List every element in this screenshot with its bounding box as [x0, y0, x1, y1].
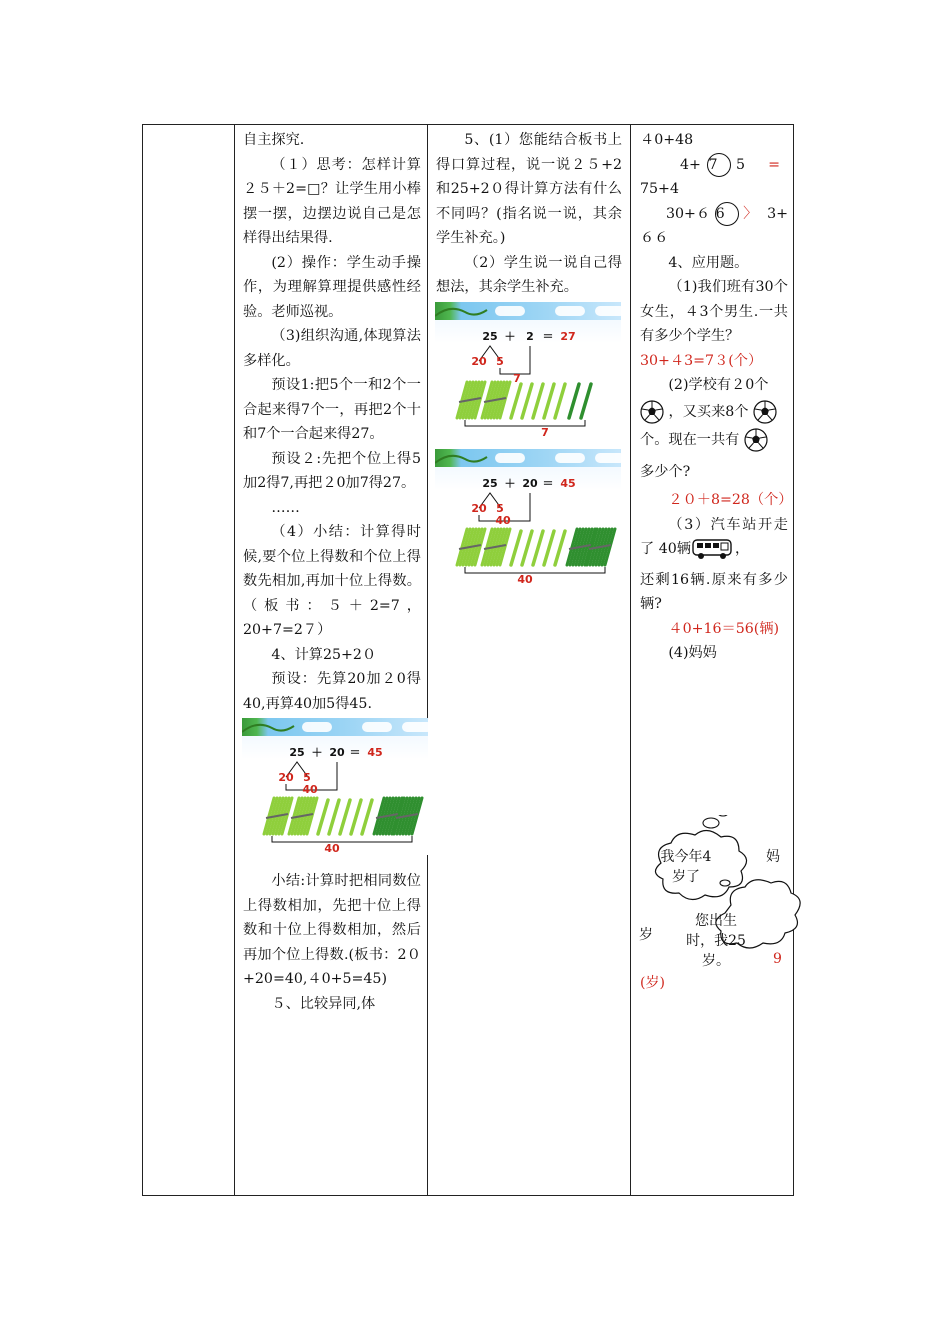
text-line: ４0+48 [640, 132, 694, 148]
total-label: 7 [541, 425, 549, 439]
question-text: 还剩16辆.原来有多少辆? [640, 571, 788, 612]
equation-operand: 25 [289, 746, 305, 759]
split-tens: 20 [471, 354, 487, 368]
vine-decoration [435, 308, 487, 315]
split-ones: 5 [496, 501, 504, 515]
total-label: 40 [324, 842, 340, 855]
single-stick [544, 384, 554, 418]
column-divider [234, 125, 235, 1195]
text: 4+ [680, 156, 701, 173]
equation-operand: 20 [522, 476, 538, 490]
single-stick [555, 531, 565, 565]
single-stick [533, 384, 543, 418]
text: 3+ [767, 205, 788, 222]
text-line: 75+4 [640, 181, 679, 197]
question-text: （3）汽车站开走了 40辆 ， [640, 513, 788, 562]
text: 5 [735, 156, 745, 173]
soccer-ball-icon [753, 400, 777, 424]
vine-decoration [242, 725, 294, 732]
text-line: ６６ [640, 230, 669, 246]
text-paragraph: 预设：先算20加２0得40,再算40加5得45. [243, 671, 421, 712]
question-text: (2)学校有２0个 [668, 377, 769, 393]
column-divider [630, 125, 631, 1195]
text-paragraph: （4）小结：计算得时候,要个位上得数和个位上得数先相加,再加十位上得数。（板书：５＋2=7，20+7=2７） [243, 524, 421, 638]
stick-diagram [242, 718, 428, 855]
equation-operator: ＋ [504, 329, 516, 343]
single-stick [533, 531, 543, 565]
split-ones: 5 [303, 771, 311, 784]
soccer-ball-icon [744, 428, 768, 452]
stick-slide-image [435, 449, 621, 586]
bus-icon [691, 537, 735, 561]
equation-operand: 2 [526, 329, 534, 343]
equation-operator: ＝ [542, 476, 554, 490]
stick-bundle [457, 382, 485, 418]
question-text: （1)我们班有30个女生，４3个男生.一共有多少个学生？ [640, 279, 788, 344]
circled-number: 6 [715, 202, 739, 226]
design-intent-column [640, 128, 793, 666]
circled-number: 7 [707, 153, 731, 177]
single-stick [362, 800, 372, 834]
equation-operator: ＋ [311, 746, 323, 759]
question-text: ，又买来8个 [640, 398, 788, 426]
compare-row [640, 153, 788, 178]
stick-slide-image [435, 302, 621, 439]
stick-diagram [435, 302, 621, 439]
stick-bundle [289, 798, 317, 834]
text: 30+６ [666, 205, 711, 222]
text-paragraph: （１）思考：怎样计算２５＋2=□？让学生用小棒摆一摆，边摆边说自己是怎样得出结果得. [243, 156, 421, 246]
bubble-text-mother: 您出生时，我25岁。 [686, 913, 746, 969]
single-stick [569, 384, 579, 418]
split-tens: 20 [471, 501, 487, 515]
single-stick [511, 531, 521, 565]
text-paragraph: 小结:计算时把相同数位上得数相加，先把十位上得数和十位上得数相加，然后再加个位上得数.(板书：2０+20=40,４0+5=45) [243, 873, 421, 987]
stick-bundle [482, 382, 510, 418]
stick-bundle [457, 529, 485, 565]
text-paragraph: 5、(1）您能结合板书上得口算过程，说一说２５+2和25+2０得计算方法有什么不同吗？(指名说一说，其余学生补充。) [436, 132, 622, 246]
question-text: (4)妈妈 [668, 645, 717, 661]
single-stick [581, 384, 591, 418]
stick-bundle [264, 798, 292, 834]
single-stick [318, 800, 328, 834]
total-label: 40 [517, 572, 533, 586]
equation-operator: ＝ [542, 329, 554, 343]
text-paragraph: 自主探究. [243, 132, 305, 148]
text-paragraph: 预设２:先把个位上得5加2得7,再把２0加7得27。 [243, 450, 421, 491]
equation-operand: 20 [329, 746, 345, 759]
equation-operand: 25 [482, 476, 498, 490]
question-text: 个。现在一共有 [640, 426, 788, 454]
stick-bundle [482, 529, 510, 565]
equation-result: 45 [560, 476, 576, 490]
student-activity-column [436, 128, 622, 586]
single-stick [522, 531, 532, 565]
equation-result: 27 [560, 329, 576, 343]
answer-text: 30+４3=7３(个） [640, 352, 763, 369]
equation-operator: ＋ [504, 476, 516, 490]
vine-decoration [435, 455, 487, 462]
answer-text: ２０＋8=28（个） [668, 492, 793, 508]
text-paragraph: 预设1:把5个一和2个一合起来得7个一，再把2个十和7个一合起来得27。 [243, 377, 421, 442]
text-paragraph: （3)组织沟通,体现算法多样化。 [243, 328, 421, 369]
single-stick [340, 800, 350, 834]
single-stick [511, 384, 521, 418]
split-ones: 5 [496, 354, 504, 368]
partial-sum: 40 [302, 783, 318, 796]
equation-operator: ＝ [349, 746, 361, 759]
single-stick [522, 384, 532, 418]
column-divider [427, 125, 428, 1195]
text: 妈 [766, 849, 780, 865]
teacher-activity-column [243, 128, 421, 1016]
text-paragraph: 4、计算25+2０ [271, 646, 377, 663]
equation-operand: 25 [482, 329, 498, 343]
soccer-ball-icon [640, 400, 664, 424]
stick-diagram [435, 449, 621, 586]
lesson-table [142, 124, 794, 1196]
text-paragraph: (2）操作：学生动手操作，为理解算理提供感性经验。老师巡视。 [243, 254, 421, 320]
single-stick [329, 800, 339, 834]
text: 岁 [639, 927, 653, 943]
answer-text: 9 [773, 951, 782, 967]
stick-slide-image [242, 718, 428, 855]
text-paragraph: ５、比较异同,体 [271, 995, 376, 1012]
equation-result: 45 [367, 746, 383, 759]
answer-text: ４0+16＝56(辆) [668, 620, 780, 637]
split-tens: 20 [278, 771, 294, 784]
bubble-text-child: 我今年4岁了 [660, 849, 712, 885]
single-stick [351, 800, 361, 834]
text: 〉 [743, 205, 758, 222]
single-stick [544, 531, 554, 565]
compare-row [640, 202, 788, 227]
question-text: 多少个? [640, 463, 691, 480]
single-stick [555, 384, 565, 418]
text-paragraph: （2）学生说一说自己得想法，其余学生补充。 [436, 254, 622, 295]
text: = [768, 156, 780, 173]
partial-sum: 7 [513, 371, 521, 385]
section-heading: 4、应用题。 [668, 254, 749, 271]
answer-text: (岁) [640, 975, 665, 991]
partial-sum: 40 [495, 513, 511, 527]
text-paragraph: …… [271, 499, 300, 516]
